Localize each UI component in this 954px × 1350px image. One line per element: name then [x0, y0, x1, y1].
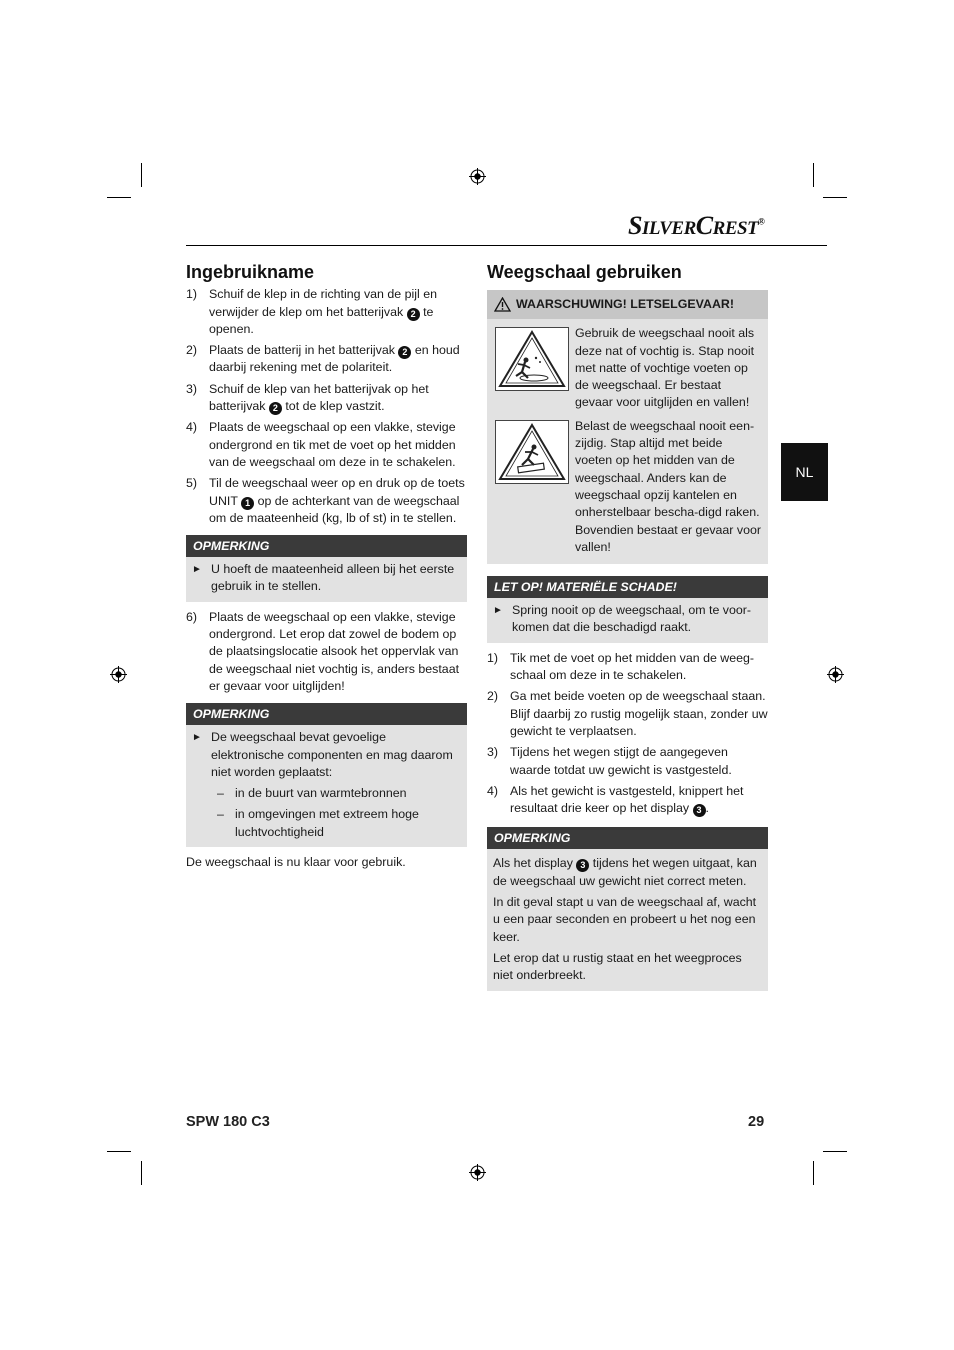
step-text: Plaats de weegschaal op een vlakke, stevige ondergrond en tik met de voet op het midden van de weegschaal om deze in te schakelen.: [209, 420, 456, 469]
crop-mark: [107, 197, 131, 198]
reference-number-badge: 2: [269, 402, 282, 415]
step-item: [186, 342, 467, 377]
list-item: ► U hoeft de maateenheid alleen bij het eerste gebruik in te stellen.: [192, 561, 461, 596]
note-box: [186, 703, 467, 847]
step-item: [186, 475, 467, 527]
dash-item: – in omgevingen met extreem hoge luchtvochtigheid: [217, 807, 419, 839]
note-box: [487, 827, 768, 990]
crop-mark: [141, 1161, 142, 1185]
note-paragraph: In dit geval stapt u van de weegschaal af, wacht u een paar seconden en probeert u het nog een keer.: [493, 895, 757, 944]
step-item: [487, 688, 768, 740]
crop-mark: [813, 163, 814, 187]
page-number: 29: [748, 1114, 765, 1130]
step-item: [186, 286, 467, 338]
step-number: 3): [186, 381, 198, 396]
crop-mark: [823, 1151, 847, 1152]
note-header: OPMERKING: [186, 535, 467, 557]
step-text: Tik met de voet op het midden van de weeg-schaal om deze in te schakelen.: [510, 650, 755, 683]
registration-mark-icon: [469, 168, 486, 185]
section-title: Weegschaal gebruiken: [487, 262, 682, 282]
step-item: [487, 744, 768, 779]
registration-mark-icon: [827, 666, 844, 683]
brand-logo: SILVERCREST®: [628, 211, 765, 240]
crop-mark: [823, 197, 847, 198]
tipping-hazard-icon: [495, 420, 569, 484]
list-item: ► De weegschaal bevat gevoelige elektronische componenten en mag daarom niet worden geplaatst:: [192, 729, 461, 781]
note-paragraph: Let erop dat u rustig staat en het weegproces niet onderbreekt.: [493, 950, 742, 983]
left-column: [186, 264, 467, 871]
warning-header: WAARSCHUWING! LETSELGEVAAR!: [487, 290, 768, 319]
caution-header: LET OP! MATERIËLE SCHADE!: [487, 576, 768, 598]
arrow-bullet-icon: ►: [493, 605, 503, 617]
step-item: [186, 381, 467, 416]
step-number: 5): [186, 476, 198, 491]
model-number: SPW 180 C3: [186, 1114, 270, 1130]
crop-mark: [813, 1161, 814, 1185]
note-box: [186, 535, 467, 602]
reference-number-badge: 2: [407, 308, 420, 321]
step-text: Ga met beide voeten op de weegschaal staan. Blijf daarbij zo rustig mogelijk staan, zonder uw gewicht te verplaatsen.: [510, 689, 768, 738]
step-item: [487, 650, 768, 685]
step-list: [487, 650, 768, 818]
step-number: 2): [186, 343, 198, 358]
arrow-bullet-icon: ►: [192, 732, 202, 744]
language-tab: NL: [781, 443, 828, 501]
note-header: OPMERKING: [186, 703, 467, 725]
step-number: 2): [487, 689, 499, 704]
step-text: Als het gewicht is vastgesteld, knippert het resultaat drie keer op het display 3 .: [510, 783, 744, 816]
step-text: Tijdens het wegen stijgt de aangegeven waarde totdat uw gewicht is vastgesteld.: [510, 745, 732, 777]
step-number: 4): [186, 420, 198, 435]
arrow-bullet-icon: ►: [192, 564, 202, 576]
caution-box: [487, 576, 768, 643]
step-number: 4): [487, 783, 499, 798]
note-header: OPMERKING: [487, 827, 768, 849]
closing-text: De weegschaal is nu klaar voor gebruik.: [186, 855, 406, 870]
step-item: 6) Plaats de weegschaal op een vlakke, stevige ondergrond. Let erop dat zowel de bodem op de plaatsingslocatie alsook het oppervlak van de weegschaal niet vochtig is, anders bestaat er gevaar voor uitglijden!: [186, 609, 460, 693]
slip-hazard-icon: [495, 327, 569, 391]
reference-number-badge: 1: [241, 497, 254, 510]
crop-mark: [141, 163, 142, 187]
step-text: Plaats de batterij in het batterijvak 2 en houd daarbij rekening met de polariteit.: [209, 343, 460, 375]
crop-mark: [107, 1151, 131, 1152]
step-item: [186, 419, 467, 471]
step-text: Schuif de klep van het batterijvak op het batterijvak 2 tot de klep vastzit.: [209, 381, 429, 414]
note-paragraph: Als het display 3 tijdens het wegen uitgaat, kan de weegschaal uw gewicht niet correct meten.: [493, 856, 757, 888]
step-number: 1): [487, 650, 499, 665]
step-number: 1): [186, 287, 198, 302]
step-text: Schuif de klep in de richting van de pijl en verwijder de klep om het batterijvak 2 te openen.: [209, 287, 437, 336]
registration-mark-icon: [469, 1164, 486, 1181]
step-text: Til de weegschaal weer op en druk op de toets UNIT 1 op de achterkant van de weegschaal om de maateenheid (kg, lb of st) in te stellen.: [209, 476, 465, 525]
section-title: Ingebruikname: [186, 262, 315, 282]
right-column: [487, 264, 768, 998]
registration-mark-icon: [110, 666, 127, 683]
step-list: [186, 286, 467, 527]
step-item: [487, 783, 768, 818]
reference-number-badge: 3: [693, 804, 706, 817]
warning-triangle-icon: [494, 297, 511, 312]
list-item: ► Spring nooit op de weegschaal, om te voor-komen dat die beschadigd raakt.: [493, 602, 762, 637]
warning-box: WAARSCHUWING! LETSELGEVAAR! Gebruik de weegschaal nooit als deze nat of vochtig is. Stap nooit met natte of vochtige voeten op de weegschaal. Er bestaat gevaar voor uitglijden en vallen! Belast de weegschaal nooit een-zijdig. Stap altijd met beide voeten op het midden van de weegschaal. Anders kan de weegschaal opzij kantelen en onherstelbaar bescha-digd raken. Bovendien bestaat er gevaar voor vallen!: [487, 290, 768, 564]
step-number: 3): [487, 745, 499, 760]
dash-item: – in de buurt van warmtebronnen: [217, 786, 407, 801]
header-rule: [186, 245, 827, 246]
reference-number-badge: 3: [576, 859, 589, 872]
reference-number-badge: 2: [398, 346, 411, 359]
